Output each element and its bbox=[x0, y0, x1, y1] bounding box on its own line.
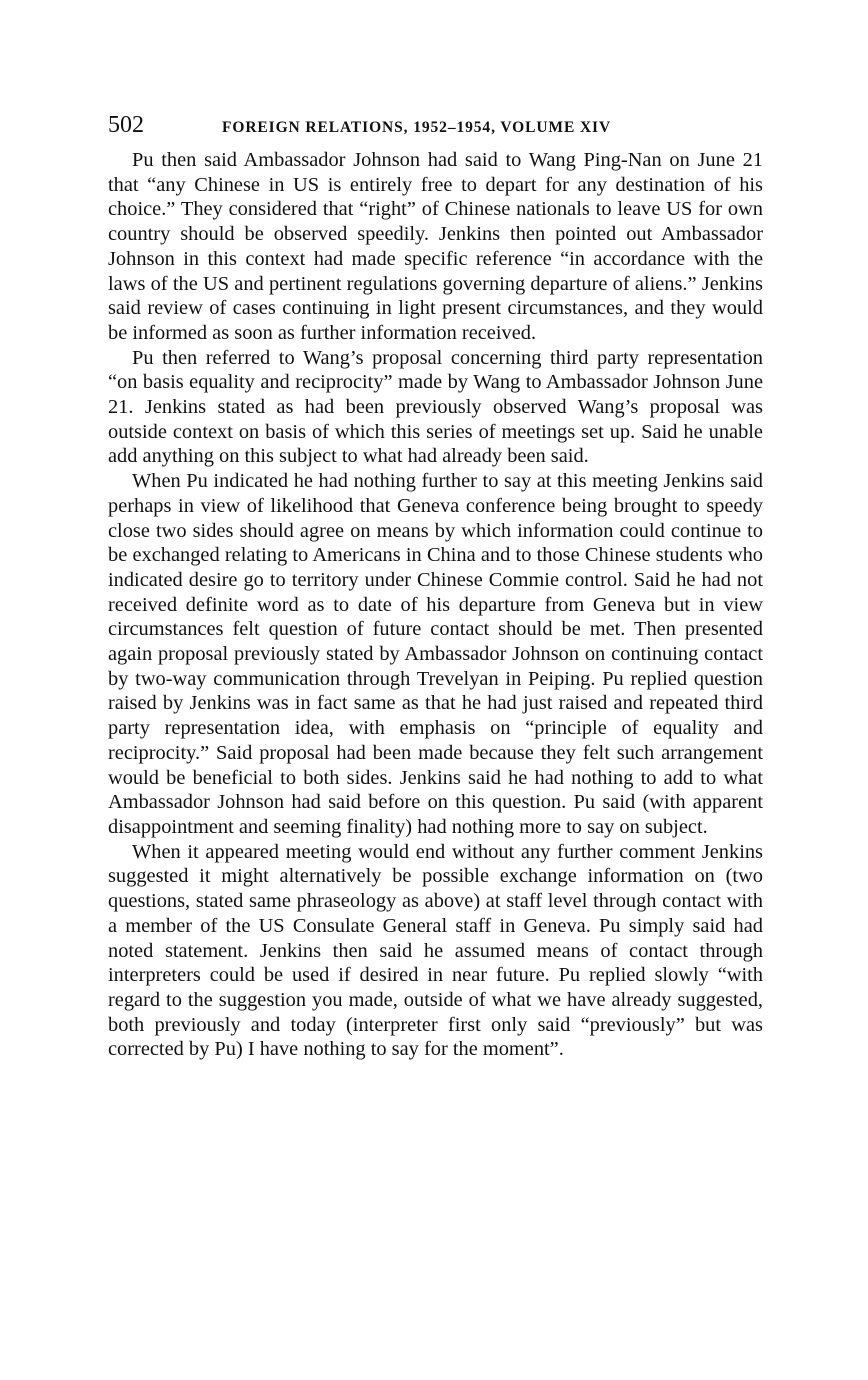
body-text bbox=[108, 148, 763, 1062]
paragraph-4: When it appeared meeting would end without any further comment Jenkins suggested it might alternatively be possible exchange information on (two questions, stated same phraseology as above) at staff level through contact with a member of the US Consulate General staff in Geneva. Pu simply said had noted statement. Jenkins then said he assumed means of contact through interpreters could be used if desired in near future. Pu replied slowly “with regard to the suggestion you made, outside of what we have already suggested, both previously and today (interpreter first only said “previously” but was corrected by Pu) I have nothing to say for the moment”. bbox=[108, 840, 763, 1061]
paragraph-3: When Pu indicated he had nothing further to say at this meeting Jenkins said perhaps in view of likelihood that Geneva conference being brought to speedy close two sides should agree on means by which information could continue to be exchanged relating to Americans in China and to those Chinese students who indicated desire go to territory under Chinese Commie control. Said he had not received definite word as to date of his departure from Geneva but in view circumstances felt question of future contact should be met. Then presented again proposal previously stated by Ambassador Johnson on continuing contact by two-way communication through Trevelyan in Peiping. Pu replied question raised by Jenkins was in fact same as that he had just raised and repeated third party representation idea, with emphasis on “principle of equality and reciprocity.” Said proposal had been made because they felt such arrangement would be beneficial to both sides. Jenkins said he had nothing to add to what Ambassador Johnson had said before on this question. Pu said (with apparent disappointment and seeming finality) had nothing more to say on subject. bbox=[108, 470, 763, 838]
paragraph-2: Pu then referred to Wang’s proposal concerning third party representation “on basis equality and reciprocity” made by Wang to Ambassador Johnson June 21. Jenkins stated as had been previously observed Wang’s proposal was outside context on basis of which this series of meetings set up. Said he unable add anything on this subject to what had already been said. bbox=[108, 346, 763, 468]
running-title: FOREIGN RELATIONS, 1952–1954, VOLUME XIV bbox=[222, 119, 612, 136]
document-page bbox=[108, 110, 763, 1062]
running-header bbox=[108, 110, 763, 148]
paragraph-1: Pu then said Ambassador Johnson had said to Wang Ping-Nan on June 21 that “any Chinese in US is entirely free to depart for any destination of his choice.” They considered that “right” of Chinese nationals to leave US for own country should be observed speedily. Jenkins then pointed out Ambassador Johnson in this context had made specific reference “in accordance with the laws of the US and pertinent regulations governing departure of aliens.” Jenkins said review of cases continuing in light present circumstances, and they would be informed as soon as further information received. bbox=[108, 149, 763, 344]
page-number: 502 bbox=[108, 112, 144, 138]
